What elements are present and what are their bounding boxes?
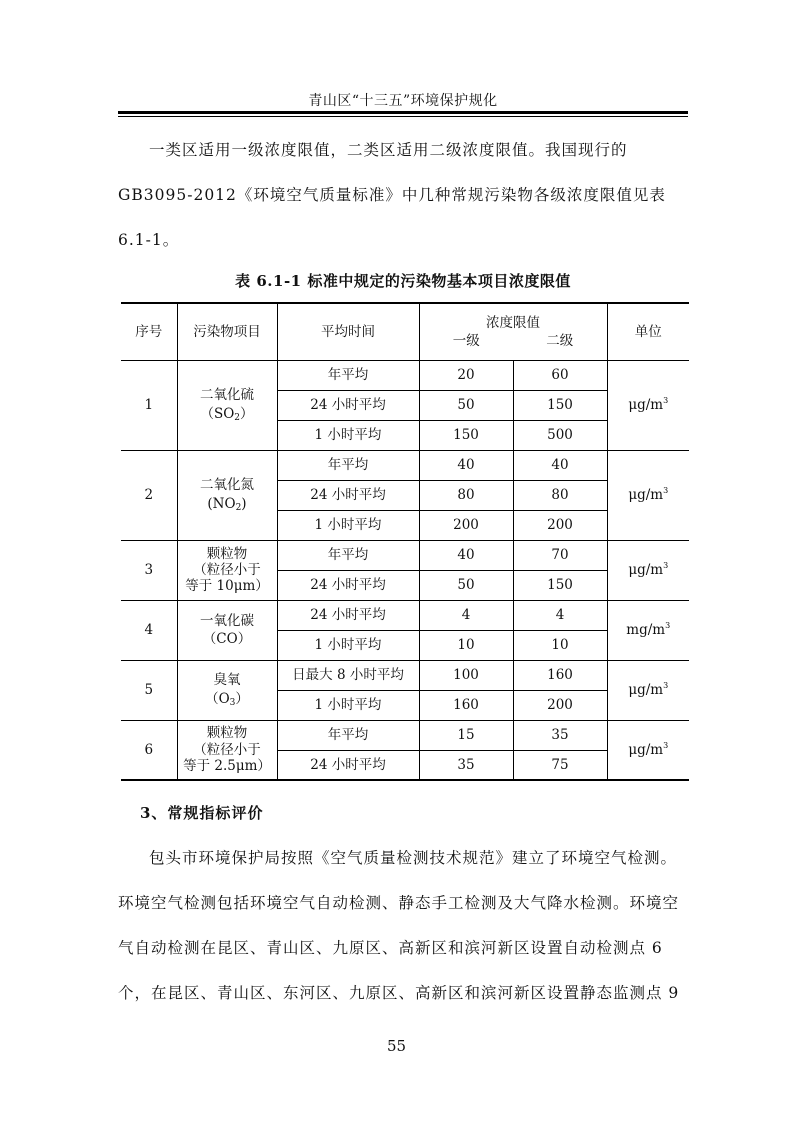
header-avg-time: 平均时间 xyxy=(277,303,419,360)
unit-cell: $\mu g/m^3$ xyxy=(607,720,689,780)
avg-time-cell: 年平均 xyxy=(277,540,419,570)
grade2-cell: 200 xyxy=(513,510,607,540)
grade1-cell: 40 xyxy=(419,540,513,570)
avg-time-cell: 1 小时平均 xyxy=(277,420,419,450)
header-limit-label: 浓度限值 xyxy=(486,314,540,331)
avg-time-cell: 日最大 8 小时平均 xyxy=(277,660,419,690)
grade1-cell: 4 xyxy=(419,600,513,630)
pollutant-formula: （CO） xyxy=(202,631,252,647)
body-line-1: 包头市环境保护局按照《空气质量检测技术规范》建立了环境空气检测。 xyxy=(149,849,678,867)
grade1-cell: 80 xyxy=(419,480,513,510)
seq-cell: 4 xyxy=(121,600,177,660)
table-caption: 表 6.1-1 标准中规定的污染物基本项目浓度限值 xyxy=(235,272,571,290)
table-row xyxy=(121,450,689,480)
grade2-cell: 160 xyxy=(513,660,607,690)
avg-time-cell: 1 小时平均 xyxy=(277,630,419,660)
pollutant-cell xyxy=(177,660,277,720)
grade1-cell: 150 xyxy=(419,420,513,450)
grade1-cell: 160 xyxy=(419,690,513,720)
seq-cell: 2 xyxy=(121,450,177,540)
table-row xyxy=(121,600,689,630)
section-heading: 3、常规指标评价 xyxy=(140,804,264,822)
header-grade-2: 二级 xyxy=(546,332,574,349)
table-row xyxy=(121,360,689,390)
grade2-cell: 10 xyxy=(513,630,607,660)
avg-time-cell: 年平均 xyxy=(277,360,419,390)
pollutant-cell xyxy=(177,720,277,780)
grade1-cell: 200 xyxy=(419,510,513,540)
grade2-cell: 200 xyxy=(513,690,607,720)
avg-time-cell: 24 小时平均 xyxy=(277,750,419,780)
page-number: 55 xyxy=(386,1037,407,1055)
pollutant-name: 颗粒物 xyxy=(206,725,248,742)
grade1-cell: 35 xyxy=(419,750,513,780)
header-pollutant: 污染物项目 xyxy=(177,303,277,360)
grade2-cell: 150 xyxy=(513,570,607,600)
grade2-cell: 4 xyxy=(513,600,607,630)
grade1-cell: 50 xyxy=(419,570,513,600)
pollutant-desc: 等于 10μm） xyxy=(185,578,269,595)
grade2-cell: 60 xyxy=(513,360,607,390)
grade2-cell: 40 xyxy=(513,450,607,480)
table-row xyxy=(121,540,689,570)
unit-cell: $\mu g/m^3$ xyxy=(607,360,689,450)
pollutant-cell xyxy=(177,450,277,540)
pollutant-formula: $(NO_2)$ xyxy=(207,495,247,513)
body-line-2: 环境空气检测包括环境空气自动检测、静态手工检测及大气降水检测。环境空 xyxy=(118,894,680,912)
avg-time-cell: 24 小时平均 xyxy=(277,600,419,630)
grade2-cell: 150 xyxy=(513,390,607,420)
avg-time-cell: 年平均 xyxy=(277,720,419,750)
body-line-3: 气自动检测在昆区、青山区、九原区、高新区和滨河新区设置自动检测点 6 xyxy=(118,939,663,957)
avg-time-cell: 24 小时平均 xyxy=(277,570,419,600)
header-grade-1: 一级 xyxy=(452,332,480,349)
grade2-cell: 500 xyxy=(513,420,607,450)
unit-cell: $mg/m^3$ xyxy=(607,600,689,660)
pollutant-desc: 等于 2.5μm） xyxy=(183,757,271,774)
header-rule-thick xyxy=(118,111,688,114)
avg-time-cell: 24 小时平均 xyxy=(277,390,419,420)
header-seq: 序号 xyxy=(121,303,177,360)
grade2-cell: 70 xyxy=(513,540,607,570)
seq-cell: 1 xyxy=(121,360,177,450)
avg-time-cell: 1 小时平均 xyxy=(277,510,419,540)
grade1-cell: 50 xyxy=(419,390,513,420)
unit-cell: $\mu g/m^3$ xyxy=(607,450,689,540)
avg-time-cell: 年平均 xyxy=(277,450,419,480)
pollutant-name: 一氧化碳 xyxy=(200,612,254,629)
grade1-cell: 40 xyxy=(419,450,513,480)
seq-cell: 6 xyxy=(121,720,177,780)
avg-time-cell: 24 小时平均 xyxy=(277,480,419,510)
header-rule-thin xyxy=(118,116,688,117)
header-limit xyxy=(419,303,607,360)
pollutant-desc: （粒径小于 xyxy=(193,561,261,578)
pollutant-cell xyxy=(177,600,277,660)
grade1-cell: 20 xyxy=(419,360,513,390)
avg-time-cell: 1 小时平均 xyxy=(277,690,419,720)
intro-line-1: 一类区适用一级浓度限值，二类区适用二级浓度限值。我国现行的 xyxy=(149,141,628,159)
header-unit: 单位 xyxy=(607,303,689,360)
seq-cell: 5 xyxy=(121,660,177,720)
pollutant-desc: （粒径小于 xyxy=(193,741,261,758)
pollutant-limits-table xyxy=(121,302,689,781)
pollutant-name: 臭氧 xyxy=(213,672,241,689)
pollutant-formula: $(O_3)$ xyxy=(205,690,249,708)
table-header-row xyxy=(121,303,689,360)
intro-line-2: GB3095-2012《环境空气质量标准》中几种常规污染物各级浓度限值见表 xyxy=(118,186,666,204)
unit-cell: $\mu g/m^3$ xyxy=(607,660,689,720)
pollutant-formula: $(SO_2)$ xyxy=(200,405,254,423)
pollutant-name: 二氧化硫 xyxy=(200,387,254,404)
intro-line-3: 6.1-1。 xyxy=(118,231,180,249)
grade2-cell: 35 xyxy=(513,720,607,750)
grade2-cell: 80 xyxy=(513,480,607,510)
pollutant-name: 二氧化氮 xyxy=(200,477,254,494)
body-line-4: 个，在昆区、青山区、东河区、九原区、高新区和滨河新区设置静态监测点 9 xyxy=(118,984,680,1002)
running-header: 青山区“十三五”环境保护规化 xyxy=(308,93,498,109)
table-row xyxy=(121,660,689,690)
grade1-cell: 15 xyxy=(419,720,513,750)
table-row xyxy=(121,720,689,750)
grade2-cell: 75 xyxy=(513,750,607,780)
pollutant-name: 颗粒物 xyxy=(206,545,248,562)
pollutant-cell xyxy=(177,540,277,600)
grade1-cell: 100 xyxy=(419,660,513,690)
grade1-cell: 10 xyxy=(419,630,513,660)
seq-cell: 3 xyxy=(121,540,177,600)
unit-cell: $\mu g/m^3$ xyxy=(607,540,689,600)
pollutant-cell xyxy=(177,360,277,450)
